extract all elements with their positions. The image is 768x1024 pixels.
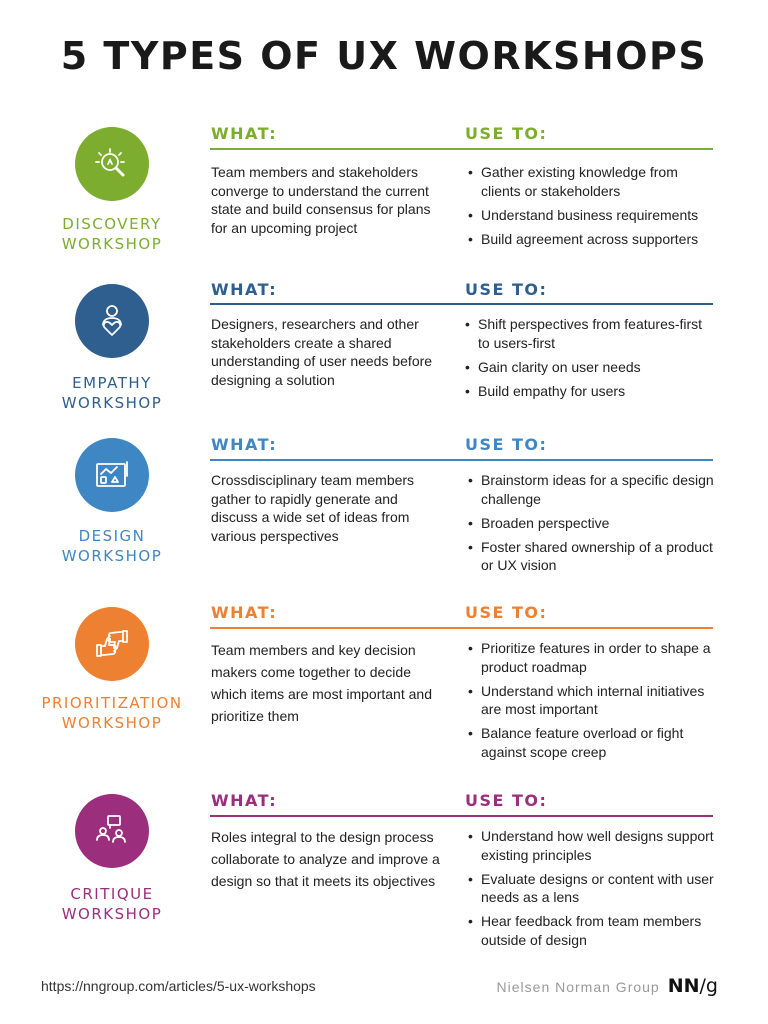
design-icon-badge [75, 438, 149, 512]
sketch-board-icon [91, 454, 133, 496]
use-item: • Evaluate designs or content with user needs as a lens [468, 870, 718, 907]
team-review-icon [91, 810, 133, 852]
use-item: • Prioritize features in order to shape a product roadmap [468, 639, 718, 676]
what-heading: WHAT: [211, 435, 278, 454]
use-item: • Brainstorm ideas for a specific design challenge [468, 471, 718, 508]
workshop-name: PRIORITIZATION WORKSHOP [41, 694, 183, 732]
prioritization-icon-badge [75, 607, 149, 681]
what-heading: WHAT: [211, 791, 278, 810]
critique-icon-badge [75, 794, 149, 868]
use-item: • Understand how well designs support existing principles [468, 827, 718, 864]
empathy-icon-badge [75, 284, 149, 358]
page-title: 5 TYPES OF UX WORKSHOPS [60, 34, 708, 78]
section-rule [210, 627, 713, 629]
what-description: Designers, researchers and other stakeholders create a shared understanding of user needs before designing a solution [211, 316, 433, 388]
use-item: • Hear feedback from team members outside of design [468, 912, 718, 949]
workshop-name: DISCOVERY WORKSHOP [61, 215, 163, 253]
section-rule [210, 459, 713, 461]
use-list [468, 471, 718, 580]
person-heart-icon [91, 300, 133, 342]
use-item: • Understand business requirements [468, 206, 718, 225]
use-item: • Gain clarity on user needs [465, 358, 715, 377]
what-heading: WHAT: [211, 280, 278, 299]
thumbs-up-down-icon [91, 623, 133, 665]
use-list [468, 827, 718, 955]
use-item: • Foster shared ownership of a product or UX vision [468, 538, 718, 575]
what-description: Roles integral to the design process collaborate to analyze and improve a design so that it meets its objectives [211, 829, 440, 889]
use-list [468, 163, 718, 254]
section-rule [210, 303, 713, 305]
article-url-link[interactable]: https://nngroup.com/articles/5-ux-workshops [41, 978, 316, 994]
brand-footer [497, 975, 718, 997]
use-heading: USE TO: [465, 280, 548, 299]
workshop-name: CRITIQUE WORKSHOP [61, 885, 163, 923]
nng-logo: NN/g [667, 975, 718, 997]
use-heading: USE TO: [465, 124, 548, 143]
use-item: • Balance feature overload or fight against scope creep [468, 724, 718, 761]
workshop-name: EMPATHY WORKSHOP [61, 374, 163, 412]
use-item: • Build agreement across supporters [468, 230, 718, 249]
magnifier-bulb-icon [91, 143, 133, 185]
use-heading: USE TO: [465, 603, 548, 622]
what-description: Team members and key decision makers come together to decide which items are most important and prioritize them [211, 642, 432, 724]
what-description: Team members and stakeholders converge to understand the current state and build consensus for plans for an upcoming project [211, 164, 431, 236]
use-item: • Understand which internal initiatives are most important [468, 682, 718, 719]
what-heading: WHAT: [211, 124, 278, 143]
use-item: • Build empathy for users [465, 382, 715, 401]
use-item: • Broaden perspective [468, 514, 718, 533]
use-heading: USE TO: [465, 435, 548, 454]
section-rule [210, 148, 713, 150]
what-heading: WHAT: [211, 603, 278, 622]
use-heading: USE TO: [465, 791, 548, 810]
use-list [468, 639, 718, 767]
use-item: • Shift perspectives from features-first to users-first [465, 315, 715, 352]
workshop-name: DESIGN WORKSHOP [61, 527, 163, 565]
what-description: Crossdisciplinary team members gather to rapidly generate and discuss a wide set of ideas from various perspectives [211, 472, 415, 544]
discovery-icon-badge [75, 127, 149, 201]
use-list [465, 315, 715, 406]
use-item: • Gather existing knowledge from clients or stakeholders [468, 163, 718, 200]
brand-name: Nielsen Norman Group [496, 979, 660, 995]
section-rule [210, 815, 713, 817]
